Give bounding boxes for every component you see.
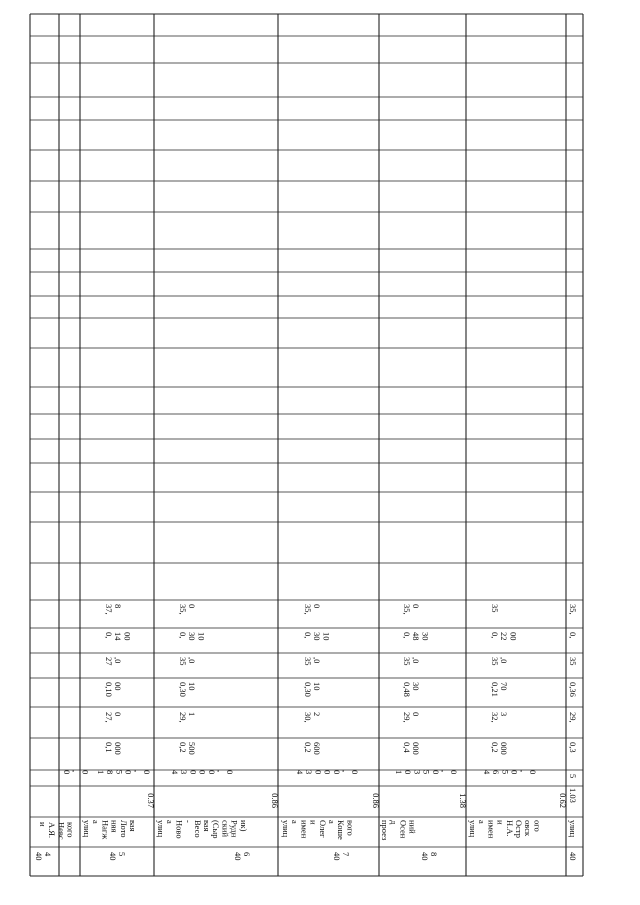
value-c5: 22 xyxy=(499,632,510,641)
value-c5: 10 xyxy=(321,632,332,641)
value-c4: ,0 xyxy=(411,657,422,664)
value-c3: 30 xyxy=(411,682,422,691)
area-value: 5 xyxy=(114,770,125,775)
area-value: 0 xyxy=(142,770,152,775)
value-c3: 10 xyxy=(312,682,323,691)
area-value: 0 xyxy=(449,770,460,775)
area-value: 0 xyxy=(206,770,217,775)
value-c4: ,0 xyxy=(113,657,124,664)
value-c1: 0,2 xyxy=(303,742,313,753)
area-value: , xyxy=(216,770,226,773)
street-name: ний xyxy=(407,820,418,834)
value-c3: 0,48 xyxy=(402,682,412,697)
last-row-c2: 29, xyxy=(568,712,578,723)
value-c4: 35 xyxy=(490,657,500,666)
street-name: а xyxy=(290,820,301,824)
last-row-area: 5 xyxy=(568,774,578,779)
value-c2: 29, xyxy=(402,712,412,723)
row-number: 7 xyxy=(341,852,352,857)
value-c2: 29, xyxy=(178,712,188,723)
street-name: а xyxy=(91,820,102,824)
area-value: 0 xyxy=(225,770,236,775)
last-row-c3: 0,36 xyxy=(568,682,578,697)
value-c6: 8 xyxy=(113,604,124,609)
value-c1: 500 xyxy=(187,742,198,755)
area-value: 0 xyxy=(123,770,134,775)
street-name: Рудн xyxy=(229,820,240,838)
street-name: улиц xyxy=(468,820,478,838)
street-name: вого xyxy=(345,820,356,836)
value-c2: 2 xyxy=(312,712,323,717)
area-value: 0 xyxy=(430,770,441,775)
street-length: 0.62 xyxy=(558,793,568,808)
header-name-fragment: кого xyxy=(65,822,76,838)
area-value: 0 xyxy=(322,770,333,775)
area-value: 3 xyxy=(412,770,423,775)
area-value: 0 xyxy=(350,770,361,775)
value-c5: 00 xyxy=(508,632,519,641)
value-c5: 14 xyxy=(113,632,124,641)
street-name: улиц xyxy=(281,820,291,838)
row-number: 5 xyxy=(117,852,128,857)
area-value: 5 xyxy=(421,770,432,775)
street-name: ик) xyxy=(238,820,249,832)
row-number: 4 xyxy=(43,852,54,857)
street-name: Н.А. xyxy=(504,820,515,837)
street-name: вая xyxy=(202,820,212,832)
header-name-fragment: А.Я. xyxy=(47,822,58,839)
street-name: ого xyxy=(532,820,543,832)
area-value: 1 xyxy=(96,770,106,775)
last-row-c1: 0,3 xyxy=(568,742,578,753)
value-c1: 000 xyxy=(113,742,124,755)
area-value: 4 xyxy=(170,770,180,775)
street-name: Осен xyxy=(398,820,409,839)
value-c2: 27, xyxy=(104,712,114,723)
value-c6: 0 xyxy=(411,604,422,609)
area-value: , xyxy=(341,770,351,773)
row-number: 40 xyxy=(34,852,44,861)
street-name: Лото xyxy=(118,820,129,838)
value-c6: 35, xyxy=(402,604,412,615)
value-c3: 00 xyxy=(113,682,124,691)
value-c3: 0,10 xyxy=(104,682,114,697)
value-c1: 0,4 xyxy=(402,742,412,753)
value-c2: 0 xyxy=(411,712,422,717)
area-value: 4 xyxy=(482,770,492,775)
value-c6: 0 xyxy=(187,604,198,609)
value-c4: 35 xyxy=(178,657,188,666)
street-name: а xyxy=(165,820,176,824)
value-c5: 0, xyxy=(303,632,313,639)
area-value: 0 xyxy=(509,770,520,775)
street-name: и xyxy=(308,820,319,825)
street-name: - xyxy=(183,820,194,823)
value-c2: 3 xyxy=(499,712,510,717)
row-number: 40 xyxy=(332,852,342,861)
value-c3: 0,21 xyxy=(490,682,500,697)
value-c5: 0, xyxy=(104,632,114,639)
area-value: 0 xyxy=(331,770,342,775)
value-c2: 30, xyxy=(303,712,313,723)
area-value: 0 xyxy=(313,770,324,775)
street-name: Олег xyxy=(317,820,328,838)
street-name: а xyxy=(327,820,337,824)
value-c5: 0, xyxy=(178,632,188,639)
last-row-c5: 0, xyxy=(568,632,578,639)
value-c4: 35 xyxy=(303,657,313,666)
row-number: 40 xyxy=(420,852,430,861)
value-c6: 35 xyxy=(490,604,500,613)
value-c1: 000 xyxy=(499,742,510,755)
value-c2: 1 xyxy=(187,712,198,717)
value-c3: 10 xyxy=(187,682,198,691)
value-c4: ,0 xyxy=(187,657,198,664)
row-number: 8 xyxy=(429,852,440,857)
value-c6: 35, xyxy=(178,604,188,615)
value-c2: 32, xyxy=(490,712,500,723)
area-value: , xyxy=(132,770,143,773)
street-name: проез xyxy=(380,820,390,841)
area-value: , xyxy=(518,770,529,773)
table-cells xyxy=(34,604,578,861)
value-c5: 30 xyxy=(420,632,431,641)
street-name: Весо xyxy=(192,820,203,838)
value-c5: 48 xyxy=(411,632,422,641)
street-name: вая xyxy=(128,820,138,832)
value-c3: 0,30 xyxy=(303,682,313,697)
street-length: 1.38 xyxy=(458,793,468,808)
street-length: 0.86 xyxy=(371,793,381,808)
area-value: 8 xyxy=(105,770,116,775)
street-name: улиц xyxy=(82,820,92,838)
area-value: 0 xyxy=(528,770,538,775)
value-c3: 0,30 xyxy=(178,682,188,697)
header-name-fragment: Невс xyxy=(56,822,67,840)
value-c5: 30 xyxy=(187,632,198,641)
value-c5: 10 xyxy=(196,632,207,641)
area-value: 6 xyxy=(491,770,502,775)
value-c1: 000 xyxy=(411,742,422,755)
header-digit-fragment: 0 xyxy=(80,770,91,775)
area-value: 0 xyxy=(403,770,414,775)
street-name: улиц xyxy=(156,820,166,838)
area-value: 0 xyxy=(197,770,208,775)
value-c5: 30 xyxy=(312,632,323,641)
street-name: Ново xyxy=(174,820,185,839)
value-c6: 0 xyxy=(312,604,323,609)
row-number: 6 xyxy=(242,852,253,857)
header-digit-fragment: 0 xyxy=(62,770,72,775)
value-c4: ,0 xyxy=(499,657,510,664)
area-value: 3 xyxy=(179,770,190,775)
last-row-length: 1.03 xyxy=(568,788,578,803)
street-length: 0.37 xyxy=(146,793,156,808)
value-c1: 600 xyxy=(312,742,323,755)
value-c5: 0, xyxy=(402,632,412,639)
street-name: Остр xyxy=(514,820,524,838)
value-c6: 37, xyxy=(104,604,114,615)
value-c3: 70 xyxy=(499,682,510,691)
area-value: 0 xyxy=(188,770,199,775)
value-c6: 35, xyxy=(303,604,313,615)
last-row-c4: 35 xyxy=(568,657,578,666)
row-number: 40 xyxy=(108,852,118,861)
street-name: д xyxy=(389,820,400,825)
street-name: и xyxy=(495,820,506,825)
value-c1: 0,1 xyxy=(104,742,114,753)
header-name-fragment: и xyxy=(38,822,48,827)
street-name: имен xyxy=(299,820,310,839)
header-digit-fragment: , xyxy=(71,770,82,773)
street-name: Коше xyxy=(336,820,347,840)
area-value: 5 xyxy=(500,770,511,775)
value-c1: 0,2 xyxy=(178,742,188,753)
area-value: 4 xyxy=(295,770,305,775)
area-value: 1 xyxy=(394,770,404,775)
value-c5: 00 xyxy=(122,632,133,641)
last-row-name: улиц xyxy=(568,820,578,838)
street-name: няя xyxy=(109,820,120,833)
value-c2: 0 xyxy=(113,712,124,717)
street-name: имен xyxy=(486,820,497,839)
area-value: , xyxy=(440,770,450,773)
area-value: 3 xyxy=(304,770,315,775)
street-name: овск xyxy=(523,820,534,837)
street-name: а xyxy=(477,820,488,824)
street-length: 0.86 xyxy=(270,793,280,808)
value-c4: ,0 xyxy=(312,657,323,664)
street-name: Нагж xyxy=(100,820,111,840)
last-row-no: 40 xyxy=(568,852,578,861)
street-name: ский xyxy=(220,820,231,837)
row-number: 40 xyxy=(233,852,243,861)
value-c4: 27 xyxy=(104,657,114,666)
last-row-c6: 35, xyxy=(568,604,578,615)
value-c5: 0, xyxy=(490,632,500,639)
value-c1: 0,2 xyxy=(490,742,500,753)
street-name: (Сыр xyxy=(211,820,222,839)
value-c4: 35 xyxy=(402,657,412,666)
